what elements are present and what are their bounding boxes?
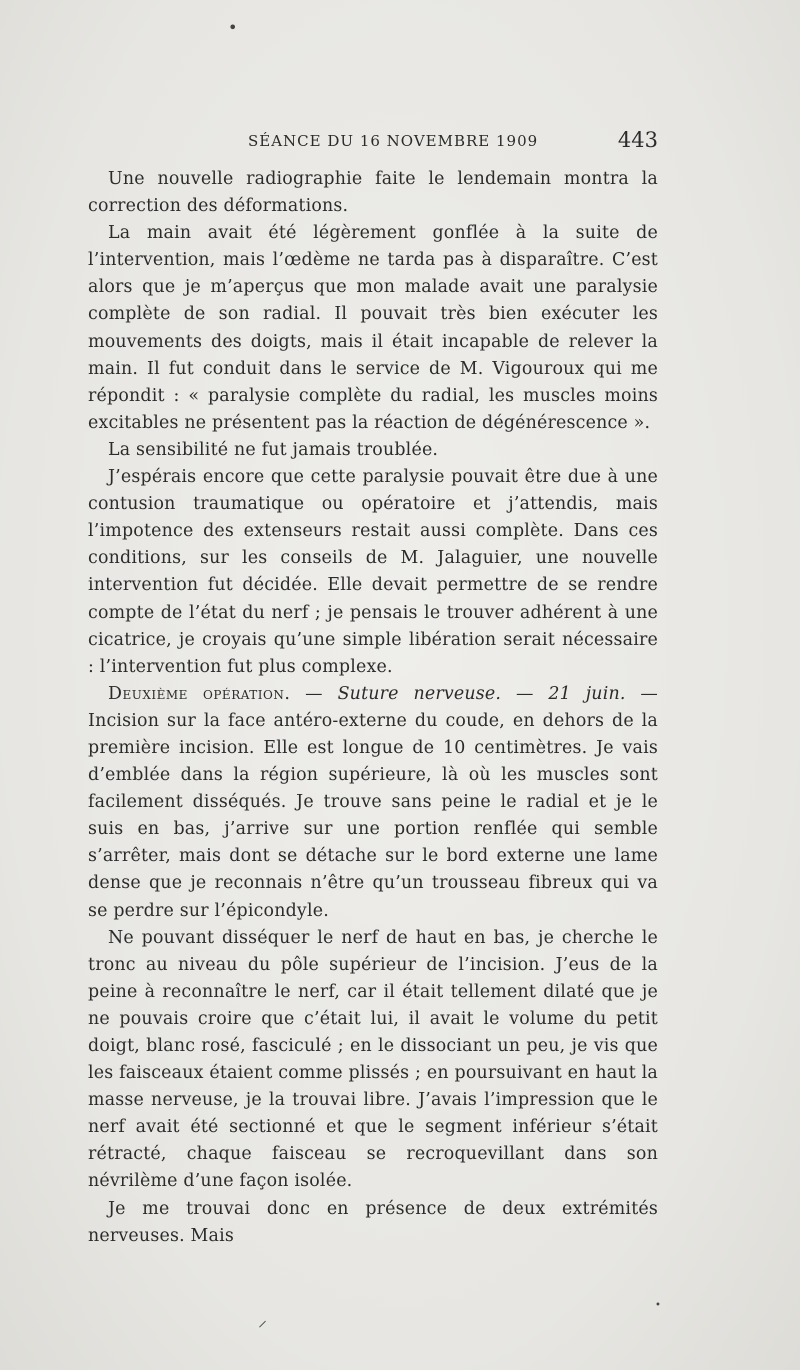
- running-head: SÉANCE DU 16 NOVEMBRE 1909: [248, 132, 539, 150]
- paragraph-1: Une nouvelle radiographie faite le lendemain montra la correction des déformations.: [88, 169, 658, 217]
- ink-speck: •: [655, 1300, 661, 1311]
- ink-mark: ⸝: [258, 1310, 267, 1331]
- paragraph-2: La main avait été légèrement gonflée à la suite de l’intervention, mais l’œdème ne tarda pas à disparaître. C’est alors que je m’aperçus que mon malade avait une paralysie complète de son radial. Il pouvait très bien exécuter les mouvements des doigts, mais il était incapable de relever la main. Il fut conduit dans le service de M. Vigouroux qui me répondit : « paralysie complète du radial, les muscles moins excitables ne présentent pas la réaction de dégénérescence ».: [88, 223, 658, 433]
- section-heading: Deuxième opération.: [108, 683, 291, 704]
- separator: —: [501, 683, 549, 704]
- paragraph-4: J’espérais encore que cette paralysie pouvait être due à une contusion traumatique ou opératoire et j’attendis, mais l’impotence des extenseurs restait aussi complète. Dans ces conditions, sur les conseils de M. Jalaguier, une nouvelle intervention fut décidée. Elle devait permettre de se rendre compte de l’état du nerf ; je pensais le trouver adhérent à une cicatrice, je croyais qu’une simple libération serait nécessaire : l’intervention fut plus complexe.: [88, 467, 658, 677]
- paragraph-7: Je me trouvai donc en présence de deux extrémités nerveuses. Mais: [88, 1198, 658, 1246]
- paragraph-5: [88, 681, 658, 925]
- paragraph-6: Ne pouvant disséquer le nerf de haut en bas, je cherche le tronc au niveau du pôle supérieur de l’incision. J’eus de la peine à reconnaître le nerf, car il était tellement dilaté que je ne pouvais croire que c’était lui, il avait le volume du petit doigt, blanc rosé, fasciculé ; en le dissociant un peu, je vis que les faisceaux étaient comme plissés ; en poursuivant en haut la masse nerveuse, je la trouvai libre. J’avais l’impression que le nerf avait été sectionné et que le segment inférieur s’était rétracté, chaque faisceau se recroquevillant dans son névrilème d’une façon isolée.: [88, 927, 658, 1192]
- paragraph-3: La sensibilité ne fut jamais troublée.: [108, 439, 439, 460]
- ink-speck: •: [228, 18, 238, 37]
- page-header: [88, 130, 658, 158]
- section-date: 21 juin.: [548, 683, 626, 704]
- separator: —: [290, 683, 338, 704]
- paragraph-5-text: — Incision sur la face antéro-externe du coude, en dehors de la première incision. Elle est longue de 10 centimètres. Je vais d’emblée dans la région supérieure, là où les muscles sont facilement disséqués. Je trouve sans peine le radial et je le suis en bas, j’arrive sur une portion renflée qui semble s’arrêter, mais dont se détache sur le bord externe une lame dense que je reconnais n’être qu’un trousseau fibreux qui va se perdre sur l’épicondyle.: [88, 683, 659, 921]
- page-number: 443: [617, 128, 658, 152]
- body-text: [88, 166, 658, 1250]
- section-subtitle: Suture nerveuse.: [337, 683, 502, 704]
